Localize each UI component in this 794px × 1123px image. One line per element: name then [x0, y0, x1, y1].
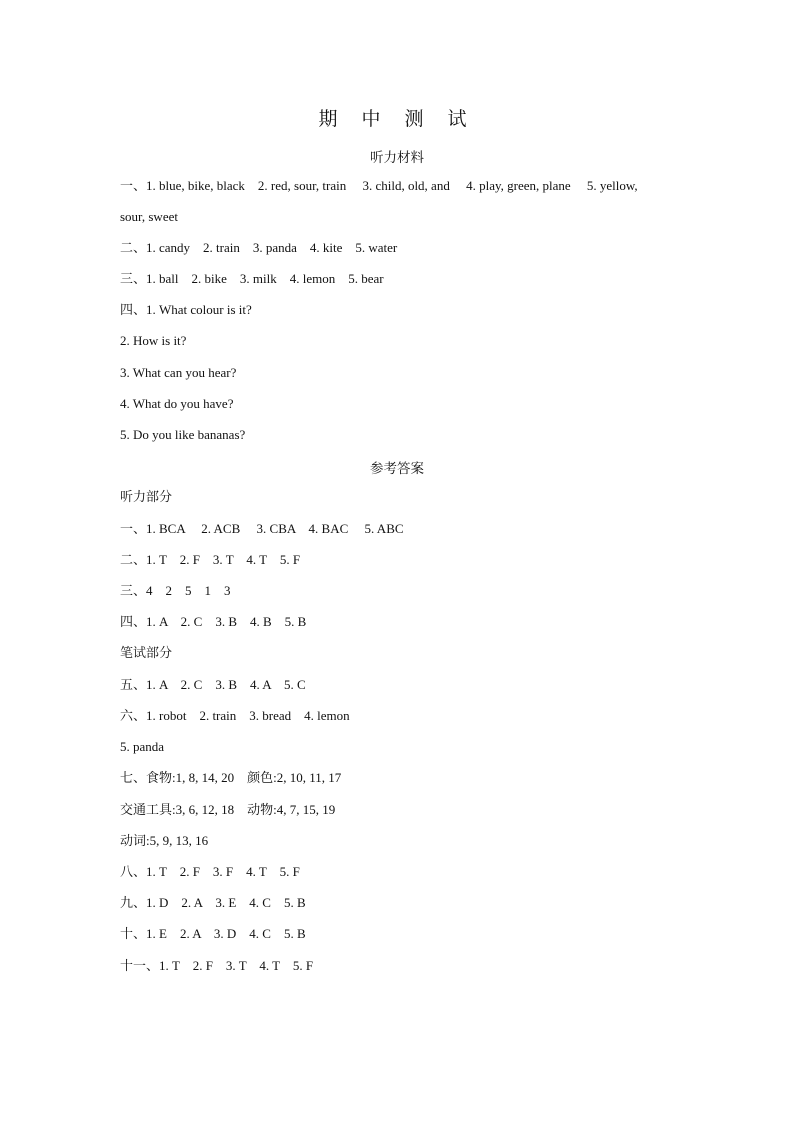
listening-material-heading: 听力材料: [370, 150, 424, 166]
listening-line-2: sour, sweet: [120, 209, 178, 224]
answer-line-12: 动词:5, 9, 13, 16: [120, 833, 209, 848]
listening-line-9: 5. Do you like bananas?: [120, 427, 246, 442]
listening-line-4: 三、1. ball 2. bike 3. milk 4. lemon 5. bear: [120, 271, 384, 286]
answer-line-7: 五、1. A 2. C 3. B 4. A 5. C: [120, 677, 306, 692]
listening-line-6: 2. How is it?: [120, 333, 187, 348]
answer-line-8: 六、1. robot 2. train 3. bread 4. lemon: [120, 708, 350, 723]
page-title: 期 中 测 试: [318, 108, 476, 130]
answer-line-10: 七、食物:1, 8, 14, 20 颜色:2, 10, 11, 17: [120, 770, 342, 785]
answer-line-1: 听力部分: [120, 490, 173, 505]
answer-line-5: 四、1. A 2. C 3. B 4. B 5. B: [120, 614, 307, 629]
answer-line-14: 九、1. D 2. A 3. E 4. C 5. B: [120, 895, 306, 910]
answer-line-15: 十、1. E 2. A 3. D 4. C 5. B: [120, 926, 306, 941]
answer-line-4: 三、4 2 5 1 3: [120, 583, 231, 598]
answers-heading: 参考答案: [370, 461, 424, 477]
answer-line-11: 交通工具:3, 6, 12, 18 动物:4, 7, 15, 19: [120, 802, 336, 817]
listening-line-3: 二、1. candy 2. train 3. panda 4. kite 5. water: [120, 240, 398, 255]
listening-line-5: 四、1. What colour is it?: [120, 302, 252, 317]
answer-line-13: 八、1. T 2. F 3. F 4. T 5. F: [120, 864, 300, 879]
answer-line-9: 5. panda: [120, 739, 165, 754]
answer-line-3: 二、1. T 2. F 3. T 4. T 5. F: [120, 552, 301, 567]
answer-line-16: 十一、1. T 2. F 3. T 4. T 5. F: [120, 958, 314, 973]
listening-line-8: 4. What do you have?: [120, 396, 234, 411]
listening-line-7: 3. What can you hear?: [120, 365, 237, 380]
answer-line-2: 一、1. BCA 2. ACB 3. CBA 4. BAC 5. ABC: [120, 521, 404, 536]
answer-line-6: 笔试部分: [120, 646, 173, 661]
listening-line-1: 一、1. blue, bike, black 2. red, sour, train 3. child, old, and 4. play, green, plane 5. yellow,: [120, 178, 638, 193]
